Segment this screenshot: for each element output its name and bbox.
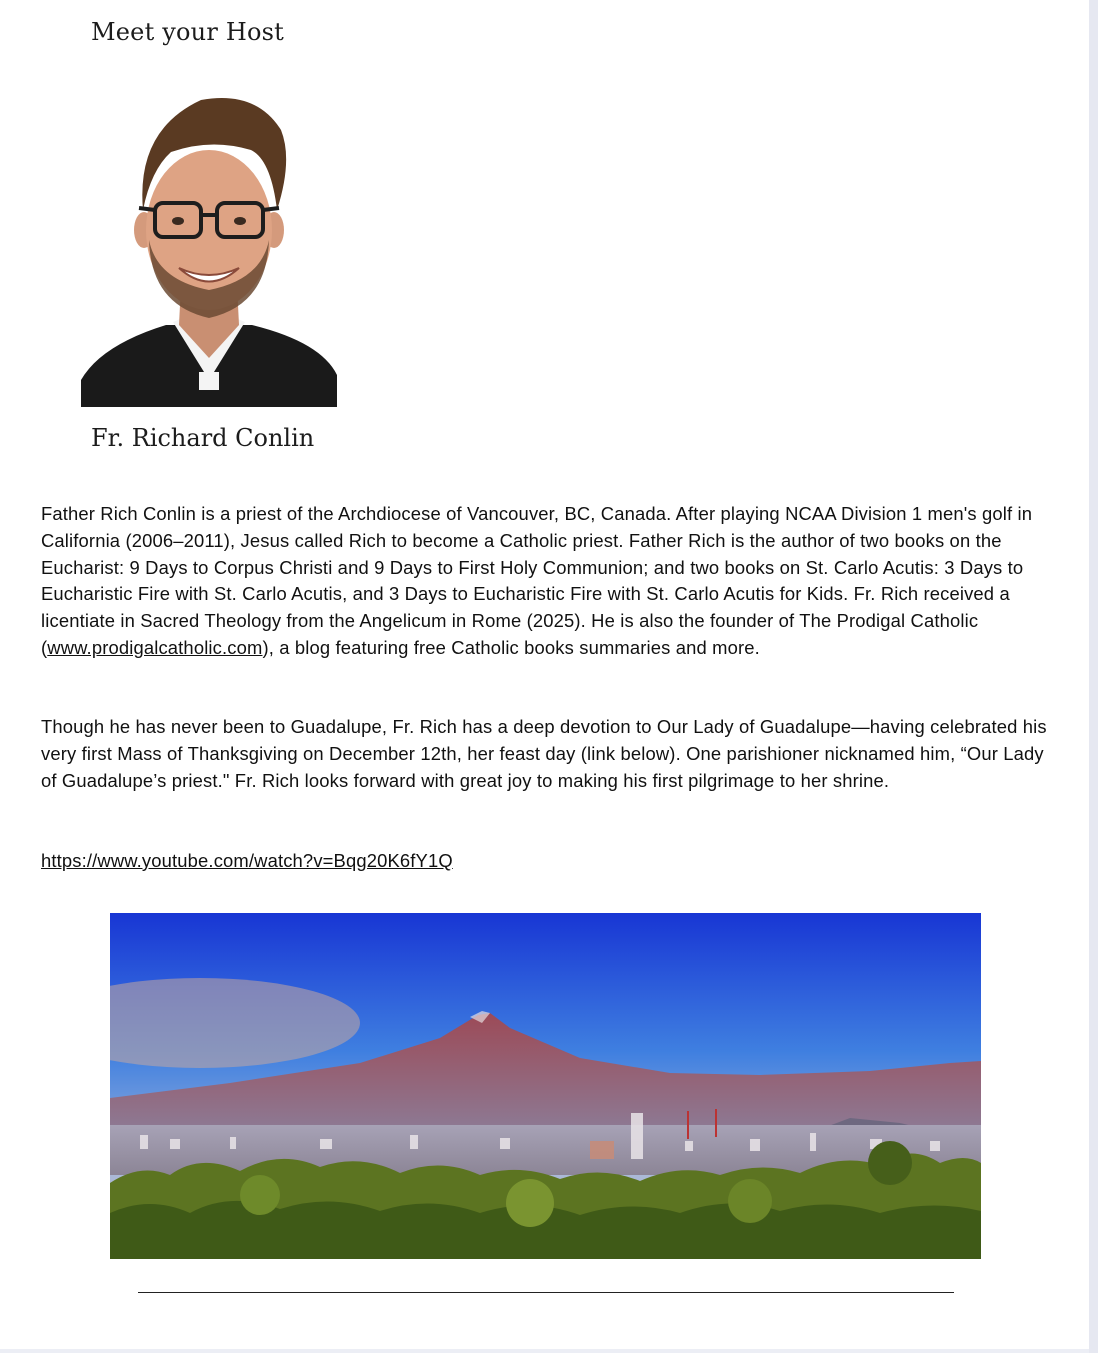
bio-paragraph-1 — [41, 501, 1051, 662]
horizontal-divider — [138, 1292, 954, 1293]
bio-text: ), a blog featuring free Catholic books summaries and more. — [262, 636, 760, 658]
host-portrait-image — [81, 90, 337, 407]
bio-text: Father Rich Conlin is a priest of the Archdiocese of Vancouver, BC, Canada. After playing NCAA Division 1 men's golf in California (2006–2011), Jesus called Rich to become a Catholic priest. Father Rich is the author of two books on the Eucharist: 9 Days to Corpus Christi and 9 Days to First Holy Communion; and two books on St. Carlo Acutis: 3 Days to Eucharistic Fire with St. Carlo Acutis, and 3 Days to Eucharistic Fire with St. Carlo Acutis for Kids. Fr. Rich received a licentiate in Sacred Theology from the Angelicum in Rome (2025). He is also the founder of The Prodigal Catholic ( — [41, 503, 1033, 658]
youtube-video-link[interactable]: https://www.youtube.com/watch?v=Bqg20K6fY1Q — [41, 850, 453, 871]
volcano-landscape-image — [110, 913, 981, 1259]
bio-paragraph-2: Though he has never been to Guadalupe, Fr. Rich has a deep devotion to Our Lady of Guadalupe—having celebrated his very first Mass of Thanksgiving on December 12th, her feast day (link below). One parishioner nicknamed him, “Our Lady of Guadalupe’s priest." Fr. Rich looks forward with great joy to making his first pilgrimage to her shrine. — [41, 716, 1047, 791]
section-heading: Meet your Host — [91, 18, 284, 46]
prodigal-catholic-link[interactable]: www.prodigalcatholic.com — [47, 636, 263, 658]
portrait-photo-icon — [81, 90, 337, 407]
volcano-city-landscape-icon — [110, 913, 981, 1259]
page-edge — [1089, 0, 1098, 1353]
host-name: Fr. Richard Conlin — [91, 424, 315, 452]
